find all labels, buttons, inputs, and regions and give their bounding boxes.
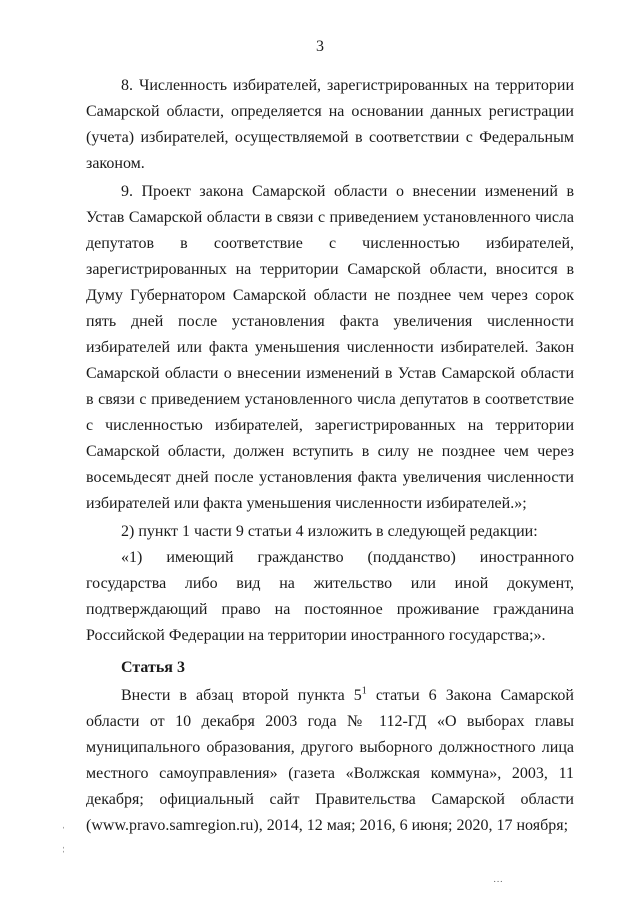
scan-artifact-mark: ˙˙˙ [493,880,503,891]
scan-artifact-mark: ˌ [62,818,66,829]
article-3-heading: Статья 3 [121,659,185,676]
document-body [86,73,574,839]
article-3-text-start: Внести в абзац второй пункта 5 [121,687,362,704]
article-3-text [86,683,574,839]
scan-artifact-mark: ˈ [62,850,66,861]
article-3-superscript: 1 [361,685,367,697]
paragraph-8: 8. Численность избирателей, зарегистрированных на территории Самарской области, определяется на основании данных регистрации (учета) избирателей, осуществляемой в соответствии с Федеральным законом. [86,77,574,172]
scan-artifact-mark: ˌ [62,838,66,849]
amendment-item-2: 2) пункт 1 части 9 статьи 4 изложить в следующей редакции: [121,523,538,540]
article-3-text-rest: статьи 6 Закона Самарской области от 10 декабря 2003 года № 112-ГД «О выборах главы муниципального образования, другого выборного должностного лица местного самоуправления» (газета «Волжская коммуна», 2003, 11 декабря; официальный сайт Правительства Самарской области (www.pravo.samregion.ru), 2014, 12 мая; 2016, 6 июня; 2020, 17 ноября; [86,687,574,834]
paragraph-9: 9. Проект закона Самарской области о внесении изменений в Устав Самарской области в связи с приведением установленного числа депутатов в соответствие с численностью избирателей, зарегистрированных на территории Самарской области, вносится в Думу Губернатором Самарской области не позднее чем через сорок пять дней после установления факта увеличения численности избирателей или факта уменьшения численности избирателей. Закон Самарской области о внесении изменений в Устав Самарской области в связи с приведением установленного числа депутатов в соответствие с численностью избирателей, зарегистрированных на территории Самарской области, должен вступить в силу не позднее чем через восемьдесят дней после установления факта увеличения численности избирателей или факта уменьшения численности избирателей.»; [86,183,574,512]
page-number: 3 [316,38,324,55]
quoted-item-1: «1) имеющий гражданство (подданство) иностранного государства либо вид на жительство или иной документ, подтверждающий право на постоянное проживание гражданина Российской Федерации на территории иностранного государства;». [86,549,574,644]
